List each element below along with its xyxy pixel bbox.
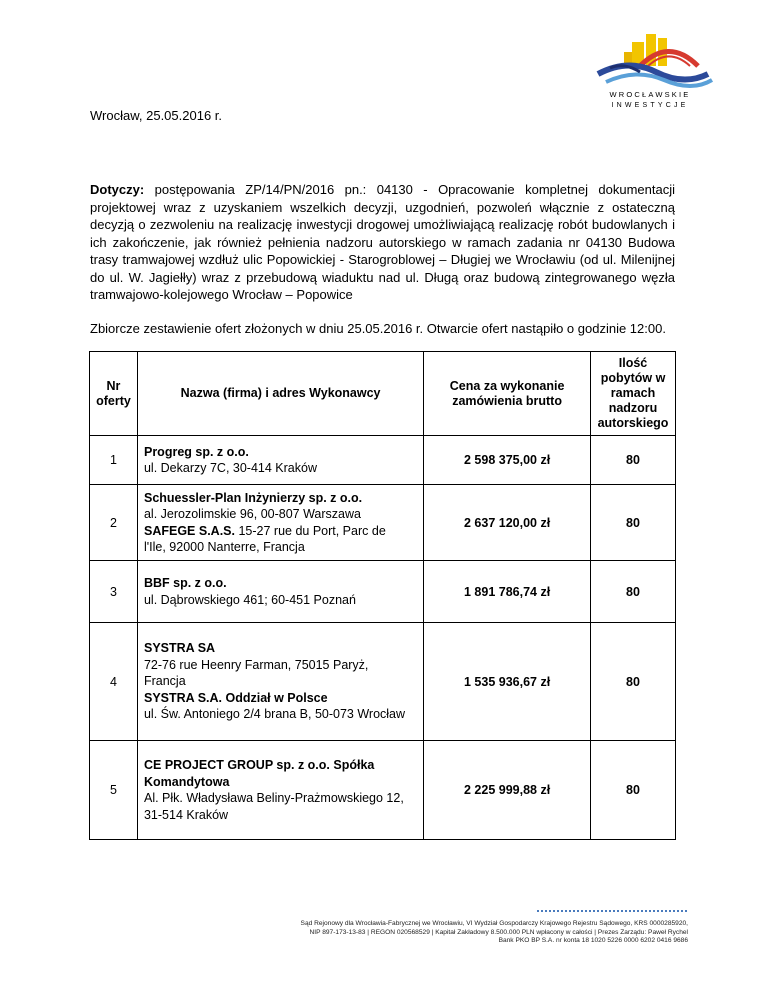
- company-address: ul. Dekarzy 7C, 30-414 Kraków: [143, 461, 317, 475]
- cell-name: [137, 741, 423, 840]
- logo-graphic-icon: [580, 28, 720, 90]
- company-address: 31-514 Kraków: [143, 807, 229, 822]
- cell-name: [137, 436, 423, 485]
- cell-price: 2 637 120,00 zł: [424, 485, 591, 561]
- cell-price: 1 535 936,67 zł: [424, 623, 591, 741]
- subject-label: Dotyczy:: [90, 182, 145, 197]
- company-name: SYSTRA SA: [143, 641, 216, 656]
- company-name: Komandytowa: [143, 774, 230, 789]
- company-address: Francja: [143, 674, 186, 689]
- company-address-line: [144, 523, 417, 540]
- cell-visits: 80: [591, 561, 676, 623]
- cell-nr: 1: [90, 436, 138, 485]
- company-address-inline: 15-27 rue du Port, Parc de: [234, 523, 386, 538]
- company-name: Schuessler-Plan Inżynierzy sp. z o.o.: [143, 490, 363, 505]
- footer-line: Sąd Rejonowy dla Wrocławia-Fabrycznej we Wrocławiu, VI Wydział Gospodarczy Krajowego Rejestru Sądowego, KRS 0000285920,: [300, 920, 688, 927]
- table-row: [90, 561, 676, 623]
- subject-paragraph: [90, 181, 675, 304]
- company-name: SYSTRA S.A. Oddział w Polsce: [143, 690, 328, 705]
- header-nr: Nr oferty: [90, 352, 138, 436]
- cell-nr: 3: [90, 561, 138, 623]
- cell-price: 2 598 375,00 zł: [424, 436, 591, 485]
- cell-price: 1 891 786,74 zł: [424, 561, 591, 623]
- cell-nr: 2: [90, 485, 138, 561]
- cell-nr: 5: [90, 741, 138, 840]
- cell-name: [137, 561, 423, 623]
- cell-visits: 80: [591, 436, 676, 485]
- company-address: 72-76 rue Heenry Farman, 75015 Paryż,: [143, 657, 369, 672]
- company-name: Progreg sp. z o.o.: [143, 444, 249, 459]
- table-row: [90, 436, 676, 485]
- cell-name: [137, 623, 423, 741]
- cell-nr: 4: [90, 623, 138, 741]
- cell-name: [137, 485, 423, 561]
- company-address: ul. Św. Antoniego 2/4 brana B, 50-073 Wrocław: [143, 707, 406, 722]
- company-name-inline: SAFEGE S.A.S.: [143, 523, 235, 538]
- cell-visits: 80: [591, 741, 676, 840]
- company-name: CE PROJECT GROUP sp. z o.o. Spółka: [143, 758, 375, 772]
- table-row: [90, 485, 676, 561]
- document-date: Wrocław, 25.05.2016 r.: [90, 108, 223, 123]
- footer-line: Bank PKO BP S.A. nr konta 18 1020 5226 0000 6202 0416 9686: [498, 937, 688, 945]
- company-address: l'Ile, 92000 Nanterre, Francja: [143, 540, 305, 554]
- subject-text: postępowania ZP/14/PN/2016 pn.: 04130 - Opracowanie kompletnej dokumentacji projektowej wraz z uzyskaniem wszelkich decyzji, uzgodnień, pozwoleń włącznie z ostateczną decyzją o zezwoleniu na realizację inwestycji drogowej umożliwiającą realizację robót budowlanych i ich zakończenie, jak również pełnienia nadzoru autorskiego w ramach zadania nr 04130 Budowa trasy tramwajowej wzdłuż ulic Popowickiej - Starogroblowej – Długiej we Wrocławiu (od ul. Milenijnej do ul. W. Jagiełły) wraz z przebudową wiaduktu nad ul. Długą oraz budową zintegrowanego węzła tramwajowo-kolejowego Wrocław – Popowice: [90, 182, 675, 302]
- footer-divider: [537, 910, 687, 912]
- logo-name: WROCŁAWSKIE: [609, 90, 691, 99]
- company-address: Al. Płk. Władysława Beliny-Prażmowskiego 12,: [143, 791, 404, 805]
- cell-price: 2 225 999,88 zł: [424, 741, 591, 840]
- offers-table: [89, 351, 676, 840]
- company-name: BBF sp. z o.o.: [143, 576, 227, 590]
- table-row: [90, 623, 676, 741]
- header-price: Cena za wykonanie zamówienia brutto: [424, 352, 591, 436]
- header-visits: Ilość pobytów w ramach nadzoru autorskiego: [591, 352, 676, 436]
- table-header-row: [90, 352, 676, 436]
- footer: [200, 920, 688, 946]
- cell-visits: 80: [591, 485, 676, 561]
- table-row: [90, 741, 676, 840]
- company-address: ul. Dąbrowskiego 461; 60-451 Poznań: [143, 592, 356, 607]
- footer-line: NIP 897-173-13-83 | REGON 020568529 | Kapitał Zakładowy 8.500.000 PLN wpłacony w całości | Prezes Zarządu: Paweł Rychel: [309, 928, 688, 936]
- company-logo: [580, 28, 720, 116]
- summary-text: Zbiorcze zestawienie ofert złożonych w dniu 25.05.2016 r. Otwarcie ofert nastąpiło o godzinie 12:00.: [90, 321, 666, 336]
- logo-subtitle: INWESTYCJE: [611, 102, 689, 109]
- header-name: Nazwa (firma) i adres Wykonawcy: [137, 352, 423, 436]
- cell-visits: 80: [591, 623, 676, 741]
- company-address: al. Jerozolimskie 96, 00-807 Warszawa: [143, 507, 361, 521]
